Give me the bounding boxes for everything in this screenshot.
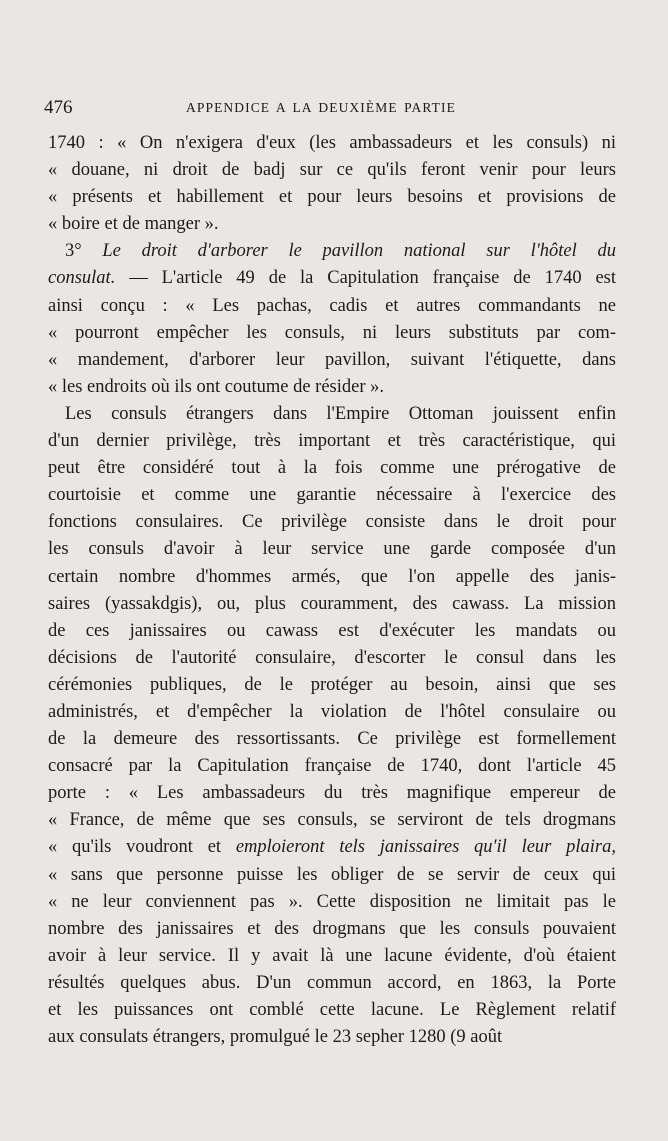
text-segment: les consuls d'avoir à leur service une garde composée d'un: [48, 539, 616, 560]
text-segment: administrés, et d'empêcher la violation de l'hôtel consulaire ou: [48, 701, 616, 722]
text-line: [48, 509, 616, 536]
text-segment: courtoisie et comme une garantie nécessaire à l'exercice des: [48, 485, 616, 506]
text-segment: 3°: [65, 241, 103, 262]
text-line: [48, 1024, 616, 1051]
text-line: [48, 265, 616, 292]
text-line: [48, 347, 616, 374]
text-line: [48, 455, 616, 482]
text-segment: « qu'ils voudront et: [48, 837, 236, 858]
text-segment: nombre des janissaires et des drogmans que les consuls pouvaient: [48, 918, 616, 939]
text-line: [48, 726, 616, 753]
text-segment: Les consuls étrangers dans l'Empire Ottoman jouissent enfin: [65, 403, 616, 424]
text-line: [48, 807, 616, 834]
text-segment: « présents et habillement et pour leurs besoins et provisions de: [48, 187, 616, 208]
text-line: [48, 320, 616, 347]
text-line: [48, 401, 616, 428]
text-line: [48, 862, 616, 889]
text-line: [48, 130, 616, 157]
text-line: [48, 970, 616, 997]
text-line: [48, 645, 616, 672]
text-segment: « mandement, d'arborer leur pavillon, suivant l'étiquette, dans: [48, 349, 616, 370]
italic-text-segment: emploieront tels janissaires qu'il leur plaira,: [235, 837, 616, 858]
text-segment: aux consulats étrangers, promulgué le 23 sepher 1280 (9 août: [48, 1027, 503, 1048]
text-line: [48, 428, 616, 455]
text-line: [48, 374, 616, 401]
text-segment: saires (yassakdgis), ou, plus couramment, des cawass. La mission: [48, 593, 616, 614]
text-segment: ainsi conçu : « Les pachas, cadis et autres commandants ne: [48, 295, 616, 316]
text-line: [48, 157, 616, 184]
text-line: [48, 184, 616, 211]
text-line: [48, 293, 616, 320]
text-segment: « les endroits où ils ont coutume de résider ».: [48, 376, 385, 397]
text-line: [48, 753, 616, 780]
text-segment: d'un dernier privilège, très important et très caractéristique, qui: [48, 431, 616, 452]
body-text: [48, 130, 616, 1051]
text-line: [48, 591, 616, 618]
text-line: [48, 672, 616, 699]
text-line: [48, 889, 616, 916]
text-segment: fonctions consulaires. Ce privilège consiste dans le droit pour: [48, 512, 616, 533]
text-segment: de la demeure des ressortissants. Ce privilège est formellement: [48, 729, 616, 750]
text-segment: de ces janissaires ou cawass est d'exécuter les mandats ou: [48, 620, 616, 641]
text-line: [48, 997, 616, 1024]
text-line: [48, 536, 616, 563]
text-segment: « ne leur conviennent pas ». Cette disposition ne limitait pas le: [48, 891, 616, 912]
text-segment: et les puissances ont comblé cette lacune. Le Règlement relatif: [48, 1000, 616, 1020]
text-segment: « France, de même que ses consuls, se serviront de tels drogmans: [48, 810, 616, 831]
text-segment: résultés quelques abus. D'un commun accord, en 1863, la Porte: [48, 972, 616, 993]
text-segment: porte : « Les ambassadeurs du très magnifique empereur de: [48, 783, 616, 804]
page-header: [44, 97, 620, 121]
text-segment: « pourront empêcher les consuls, ni leurs substituts par com-: [48, 322, 616, 343]
text-segment: cérémonies publiques, de le protéger au besoin, ainsi que ses: [48, 674, 616, 695]
text-line: [48, 564, 616, 591]
text-line: [48, 780, 616, 807]
text-segment: peut être considéré tout à la fois comme une prérogative de: [48, 458, 616, 479]
text-line: [48, 834, 616, 861]
text-segment: « douane, ni droit de badj sur ce qu'ils feront venir pour leurs: [48, 160, 616, 181]
text-line: [48, 238, 616, 265]
italic-text-segment: Le droit d'arborer le pavillon national sur l'hôtel du: [102, 241, 616, 262]
text-segment: « boire et de manger ».: [48, 214, 219, 235]
text-line: [48, 943, 616, 970]
text-line: [48, 916, 616, 943]
text-line: [48, 618, 616, 645]
text-line: [48, 482, 616, 509]
italic-text-segment: consulat.: [48, 268, 116, 289]
text-segment: 1740 : « On n'exigera d'eux (les ambassadeurs et les consuls) ni: [48, 133, 616, 153]
text-segment: — L'article 49 de la Capitulation française de 1740 est: [115, 268, 616, 289]
text-segment: « sans que personne puisse les obliger de se servir de ceux qui: [48, 864, 616, 885]
text-line: [48, 699, 616, 726]
text-segment: avoir à leur service. Il y avait là une lacune évidente, d'où étaient: [48, 945, 616, 966]
text-segment: certain nombre d'hommes armés, que l'on appelle des janis-: [48, 566, 616, 587]
running-head: APPENDICE A LA DEUXIÈME PARTIE: [186, 100, 456, 115]
text-segment: décisions de l'autorité consulaire, d'escorter le consul dans les: [48, 647, 616, 668]
page-number: 476: [44, 97, 73, 118]
text-line: [48, 211, 616, 238]
text-segment: consacré par la Capitulation française de 1740, dont l'article 45: [48, 756, 616, 777]
